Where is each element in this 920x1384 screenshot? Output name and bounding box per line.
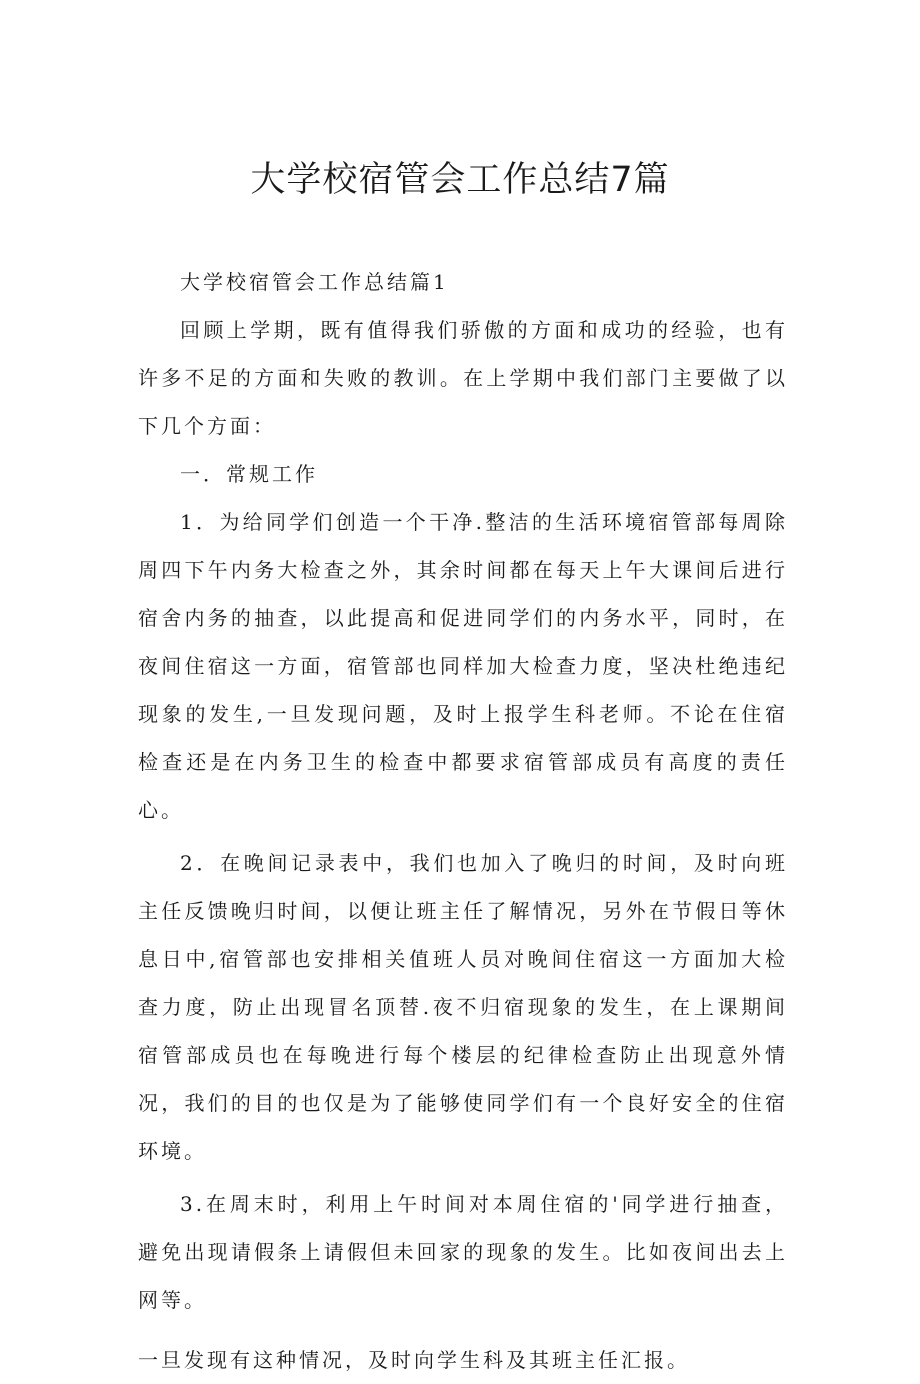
paragraph-item-1: 1．为给同学们创造一个干净.整洁的生活环境宿管部每周除周四下午内务大检查之外，其余时间都在每天上午大课间后进行宿舍内务的抽查，以此提高和促进同学们的内务水平，同时，在夜间住宿这一方面，宿管部也同样加大检查力度，坚决杜绝违纪现象的发生,一旦发现问题，及时上报学生科老师。不论在住宿检查还是在内务卫生的检查中都要求宿管部成员有高度的责任心。 <box>138 510 788 822</box>
document-title: 大学校宿管会工作总结7篇 <box>250 160 670 200</box>
section-heading: 大学校宿管会工作总结篇1 <box>180 270 449 294</box>
paragraph-intro: 回顾上学期，既有值得我们骄傲的方面和成功的经验，也有许多不足的方面和失败的教训。在上学期中我们部门主要做了以下几个方面： <box>138 318 788 438</box>
paragraph-item-2: 2．在晚间记录表中，我们也加入了晚归的时间，及时向班主任反馈晚归时间，以便让班主任了解情况，另外在节假日等休息日中,宿管部也安排相关值班人员对晚间住宿这一方面加大检查力度，防止出现冒名顶替.夜不归宿现象的发生，在上课期间宿管部成员也在每晚进行每个楼层的纪律检查防止出现意外情况，我们的目的也仅是为了能够使同学们有一个良好安全的住宿环境。 <box>138 851 788 1163</box>
document-body <box>138 258 788 1384</box>
paragraph-closing: 一旦发现有这种情况，及时向学生科及其班主任汇报。 <box>138 1348 690 1372</box>
paragraph-item-3: 3.在周末时，利用上午时间对本周住宿的'同学进行抽查，避免出现请假条上请假但未回家的现象的发生。比如夜间出去上网等。 <box>138 1192 788 1312</box>
paragraph-routine-heading: 一．常规工作 <box>180 462 318 486</box>
